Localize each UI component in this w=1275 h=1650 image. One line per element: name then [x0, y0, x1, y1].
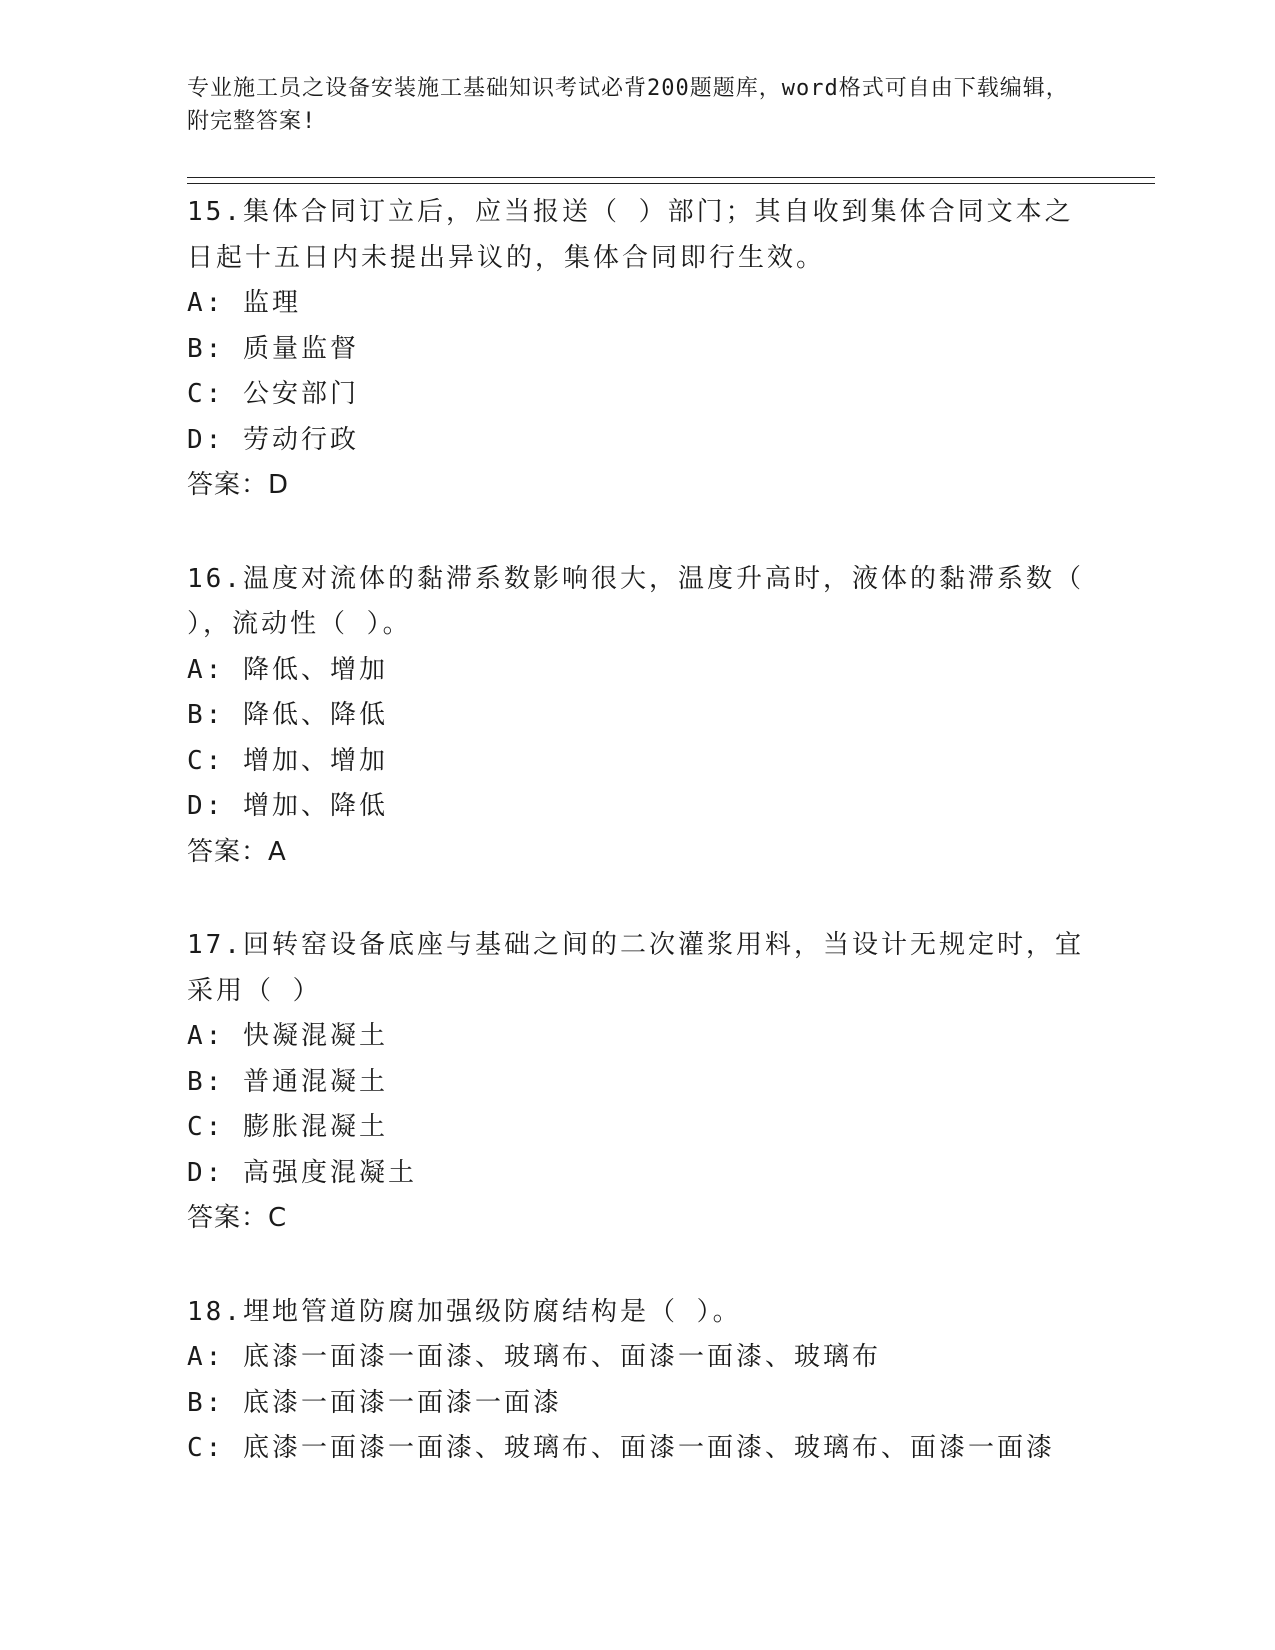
option-d: D: 劳动行政: [187, 424, 359, 455]
option-a: A: 底漆一面漆一面漆、玻璃布、面漆一面漆、玻璃布: [187, 1342, 881, 1372]
option-b: B: 降低、降低: [187, 700, 388, 730]
option-d: D: 高强度混凝土: [187, 1157, 417, 1188]
answer-line: [187, 463, 1087, 509]
option-b: B: 普通混凝土: [187, 1066, 388, 1097]
option-c: C: 增加、增加: [187, 745, 388, 776]
question-stem: 17.回转窑设备底座与基础之间的二次灌浆用料，当设计无规定时，宜采用（ ）: [187, 930, 1084, 1006]
answer-label: 答案：: [187, 836, 269, 867]
answer-value: A: [268, 836, 287, 867]
question-stem: 15.集体合同订立后，应当报送（ ）部门；其自收到集体合同文本之日起十五日内未提出异议的，集体合同即行生效。: [187, 197, 1074, 273]
header-divider-bottom: [187, 183, 1155, 184]
question-18: [187, 1290, 1087, 1472]
answer-value: D: [268, 470, 290, 500]
question-stem: 18.埋地管道防腐加强级防腐结构是（ ）。: [187, 1296, 742, 1327]
option-c: C: 底漆一面漆一面漆、玻璃布、面漆一面漆、玻璃布、面漆一面漆: [187, 1433, 1055, 1463]
option-d: D: 增加、降低: [187, 791, 388, 821]
option-a: A: 快凝混凝土: [187, 1021, 388, 1051]
document-header: [187, 72, 1087, 138]
header-title: 专业施工员之设备安装施工基础知识考试必背200题题库，word格式可自由下载编辑，附完整答案!: [187, 76, 1069, 134]
answer-line: [187, 830, 1087, 876]
option-c: C: 膨胀混凝土: [187, 1112, 388, 1142]
header-divider-top: [187, 177, 1155, 178]
option-a: A: 监理: [187, 288, 301, 318]
question-15: [187, 190, 1087, 509]
question-17: [187, 923, 1087, 1242]
question-list: [187, 190, 1087, 1520]
question-stem: 16.温度对流体的黏滞系数影响很大，温度升高时，液体的黏滞系数（ ），流动性（ ）。: [187, 563, 1084, 639]
option-a: A: 降低、增加: [187, 654, 388, 685]
answer-value: C: [268, 1203, 288, 1233]
answer-line: [187, 1196, 1087, 1242]
answer-label: 答案：: [187, 470, 269, 500]
option-c: C: 公安部门: [187, 379, 359, 409]
option-b: B: 质量监督: [187, 333, 359, 364]
answer-label: 答案：: [187, 1203, 269, 1233]
question-16: [187, 557, 1087, 876]
option-b: B: 底漆一面漆一面漆一面漆: [187, 1387, 562, 1418]
